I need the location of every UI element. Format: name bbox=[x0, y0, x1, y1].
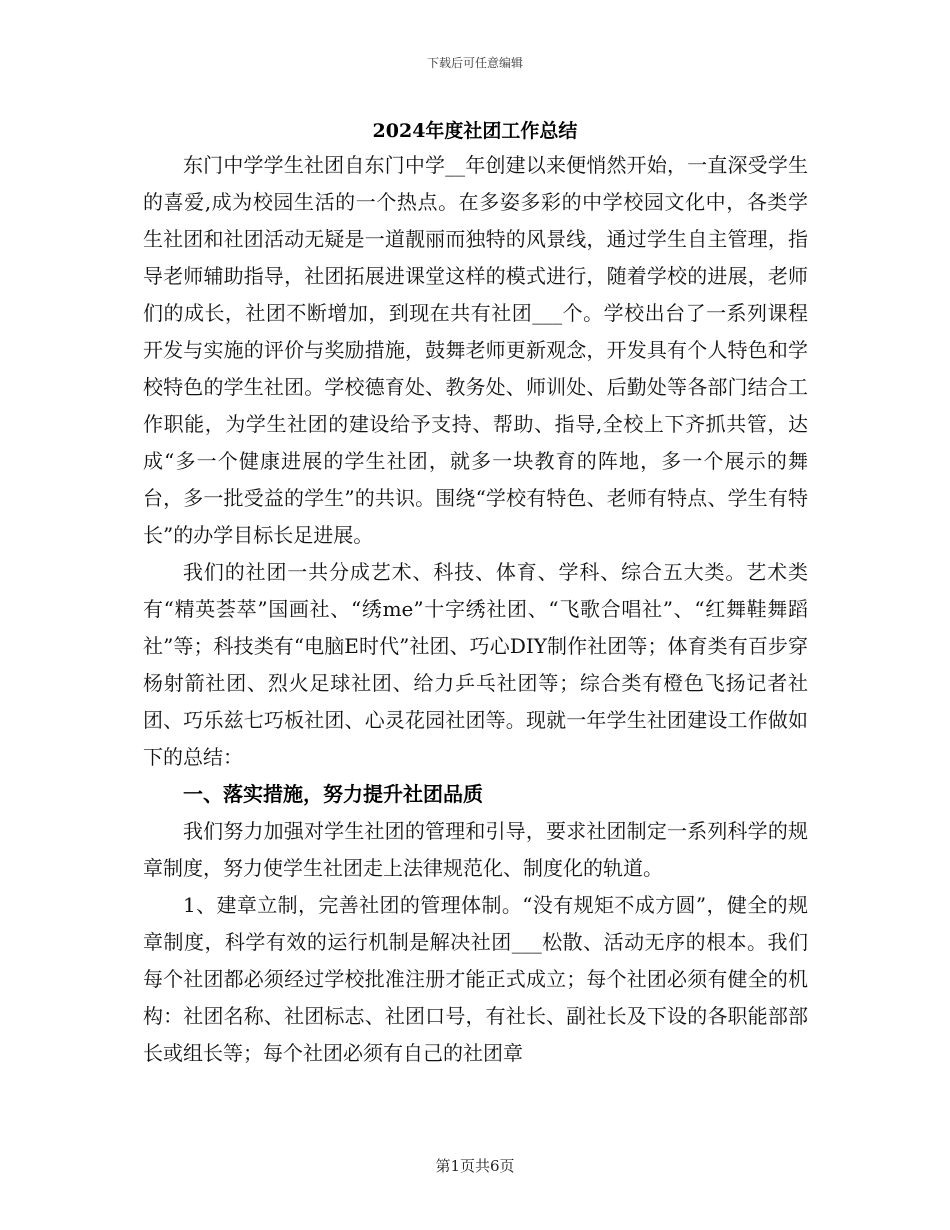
paragraph-rules: 1、建章立制，完善社团的管理体制。“没有规矩不成方圆”，健全的规章制度，科学有效的运行机制是解决社团___松散、活动无序的根本。我们每个社团都必须经过学校批准注册才能正式成立；每个社团必须有健全的机构：社团名称、社团标志、社团口号，有社长、副社长及下设的各职能部部长或组长等；每个社团必须有自己的社团章 bbox=[143, 893, 808, 1065]
paragraph-intro: 东门中学学生社团自东门中学__年创建以来便悄然开始，一直深受学生的喜爱,成为校园生活的一个热点。在多姿多彩的中学校园文化中，各类学生社团和社团活动无疑是一道靓丽而独特的风景线，通过学生自主管理，指导老师辅助指导，社团拓展进课堂这样的模式进行，随着学校的进展，老师们的成长，社团不断增加，到现在共有社团___个。学校出台了一系列课程开发与实施的评价与奖励措施，鼓舞老师更新观念，开发具有个人特色和学校特色的学生社团。学校德育处、教务处、师训处、后勤处等各部门结合工作职能，为学生社团的建设给予支持、帮助、指导,全校上下齐抓共管，达成“多一个健康进展的学生社团，就多一块教育的阵地，多一个展示的舞台，多一批受益的学生”的共识。围绕“学校有特色、老师有特点、学生有特长”的办学目标长足进展。 bbox=[143, 153, 808, 547]
section-heading: 一、落实措施，努力提升社团品质 bbox=[183, 782, 483, 806]
header-note: 下载后可任意编辑 bbox=[426, 56, 523, 70]
paragraph-categories: 我们的社团一共分成艺术、科技、体育、学科、综合五大类。艺术类有“精英荟萃”国画社、“绣me”十字绣社团、“飞歌合唱社”、“红舞鞋舞蹈社”等；科技类有“电脑E时代”社团、巧心DIY制作社团等；体育类有百步穿杨射箭社团、烈火足球社团、给力乒乓社团等；综合类有橙色飞扬记者社团、巧乐兹七巧板社团、心灵花园社团等。现就一年学生社团建设工作做如下的总结： bbox=[143, 560, 808, 769]
page-number: 第1页共6页 bbox=[435, 1157, 515, 1175]
document-title: 2024年度社团工作总结 bbox=[372, 120, 578, 142]
document-body bbox=[143, 147, 808, 1072]
paragraph-management: 我们努力加强对学生社团的管理和引导，要求社团制定一系列科学的规章制度，努力使学生社团走上法律规范化、制度化的轨道。 bbox=[143, 819, 808, 880]
